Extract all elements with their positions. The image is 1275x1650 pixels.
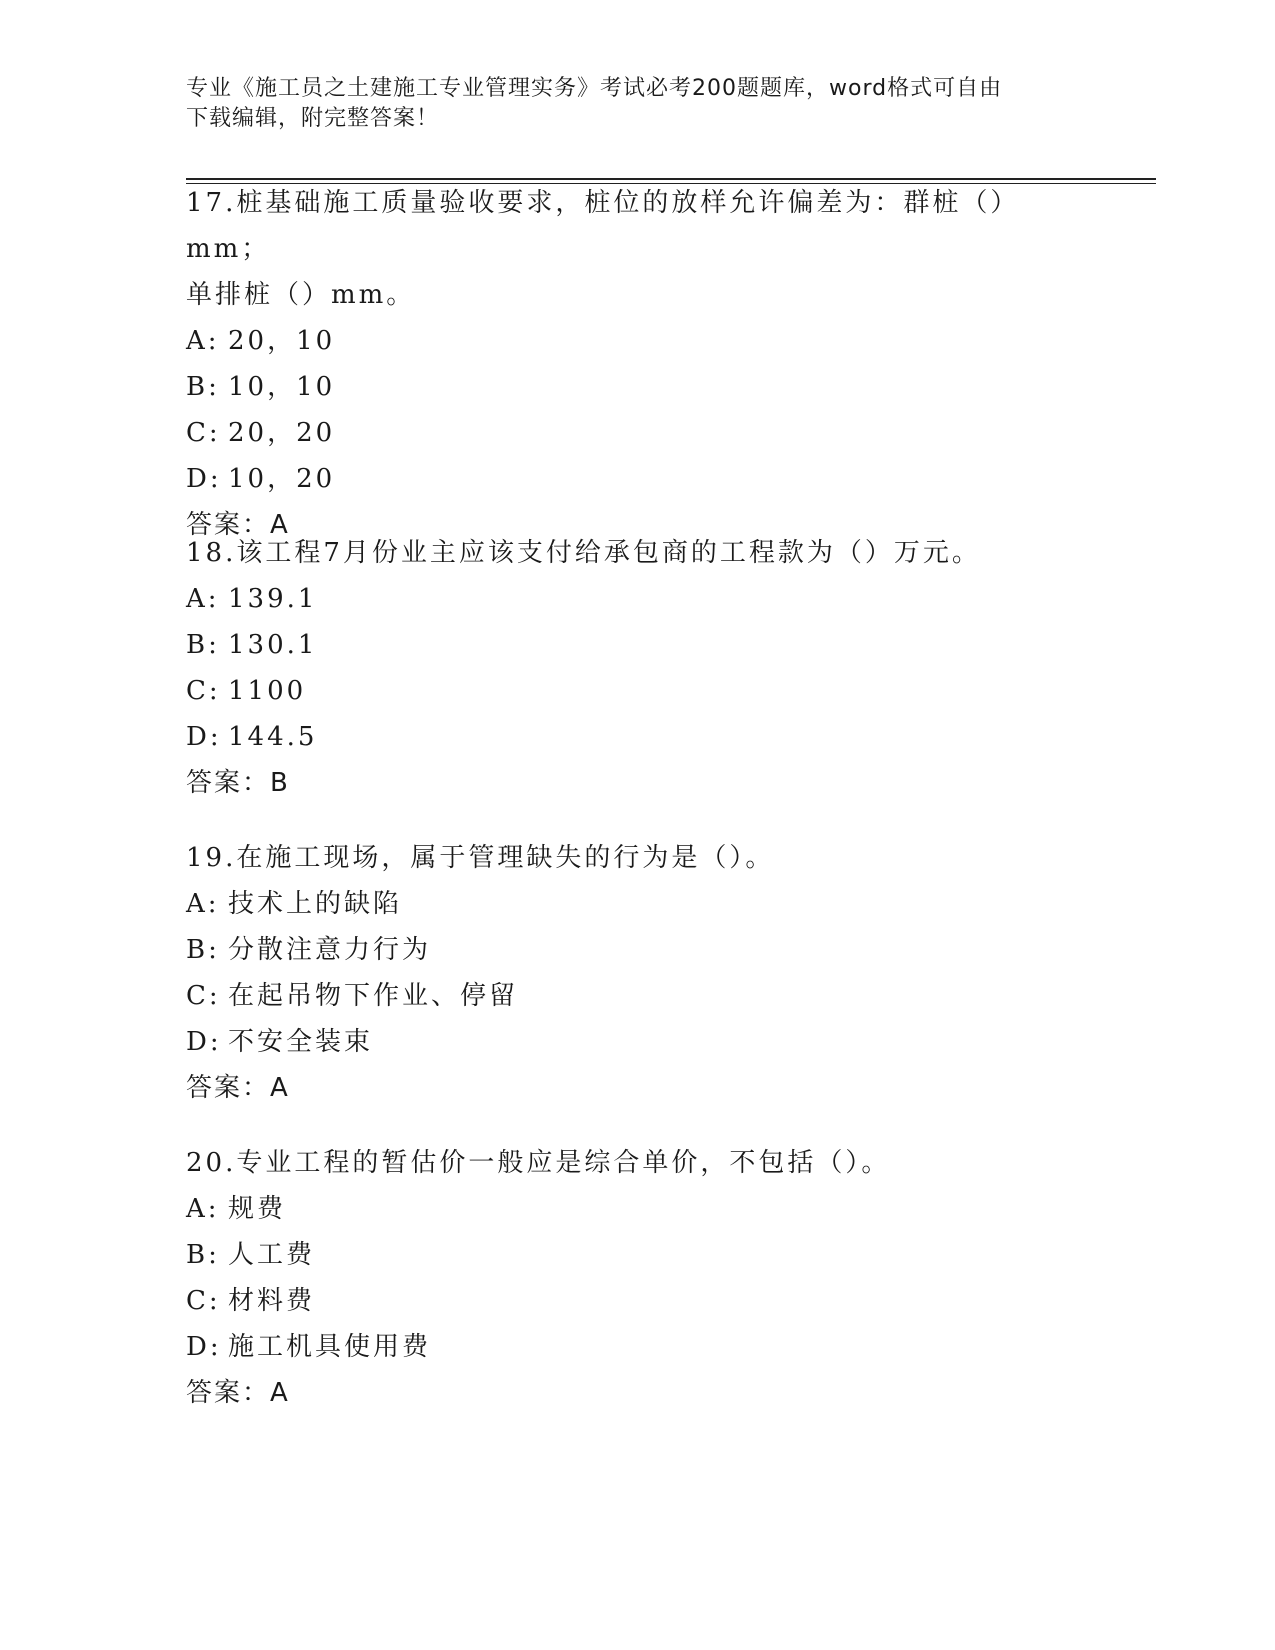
option-text: 分散注意力行为: [228, 935, 432, 965]
header-line-1: 专业《施工员之土建施工专业管理实务》考试必考200题题库，word格式可自由: [186, 76, 1003, 101]
option-text: 材料费: [228, 1286, 316, 1316]
option-b: [186, 622, 1086, 668]
option-key: C:: [186, 1286, 221, 1316]
option-text: 10，10: [228, 372, 336, 402]
option-a: [186, 881, 1086, 927]
option-text: 20，10: [228, 326, 336, 356]
option-b: [186, 927, 1086, 973]
option-key: C:: [186, 418, 221, 448]
option-key: D:: [186, 722, 222, 752]
answer-line: 答案：A: [186, 1073, 290, 1103]
option-key: A:: [186, 889, 220, 919]
question-stem: 19.在施工现场，属于管理缺失的行为是（）。: [186, 843, 775, 873]
option-key: B:: [186, 372, 220, 402]
option-key: B:: [186, 1240, 220, 1270]
option-text: 139.1: [228, 584, 318, 614]
option-b: [186, 364, 1086, 410]
question-stem: 18.该工程7月份业主应该支付给承包商的工程款为（）万元。: [186, 538, 981, 568]
question-18: [186, 530, 1086, 806]
option-a: [186, 318, 1086, 364]
option-text: 130.1: [228, 630, 318, 660]
answer-line: 答案：A: [186, 1378, 290, 1408]
option-a: [186, 1186, 1086, 1232]
option-key: A:: [186, 584, 220, 614]
question-stem-continued: 单排桩（）mm。: [186, 280, 416, 310]
option-b: [186, 1232, 1086, 1278]
option-c: [186, 668, 1086, 714]
option-text: 施工机具使用费: [228, 1332, 432, 1362]
answer-line: 答案：B: [186, 768, 290, 798]
question-19: [186, 835, 1086, 1111]
option-a: [186, 576, 1086, 622]
question-stem: 20.专业工程的暂估价一般应是综合单价，不包括（）。: [186, 1148, 891, 1178]
option-key: D:: [186, 1332, 222, 1362]
option-text: 1100: [228, 676, 307, 706]
option-key: C:: [186, 981, 221, 1011]
option-d: [186, 1019, 1086, 1065]
option-text: 20，20: [228, 418, 336, 448]
option-key: C:: [186, 676, 221, 706]
option-text: 不安全装束: [228, 1027, 374, 1057]
option-d: [186, 714, 1086, 760]
option-key: B:: [186, 630, 220, 660]
option-d: [186, 456, 1086, 502]
option-text: 在起吊物下作业、停留: [228, 981, 519, 1011]
option-text: 规费: [228, 1194, 287, 1224]
option-key: A:: [186, 326, 220, 356]
question-20: [186, 1140, 1086, 1416]
option-key: D:: [186, 1027, 222, 1057]
option-key: A:: [186, 1194, 220, 1224]
option-d: [186, 1324, 1086, 1370]
option-c: [186, 973, 1086, 1019]
option-text: 10，20: [228, 464, 336, 494]
question-17: [186, 180, 1086, 548]
option-text: 144.5: [228, 722, 318, 752]
question-stem: 17.桩基础施工质量验收要求，桩位的放样允许偏差为：群桩（）mm；: [186, 188, 1020, 264]
option-key: D:: [186, 464, 222, 494]
answer-line: 答案：A: [186, 510, 290, 540]
document-header: [186, 74, 1086, 134]
option-key: B:: [186, 935, 220, 965]
option-c: [186, 410, 1086, 456]
option-text: 技术上的缺陷: [228, 889, 403, 919]
option-text: 人工费: [228, 1240, 316, 1270]
option-c: [186, 1278, 1086, 1324]
header-line-2: 下载编辑，附完整答案！: [186, 106, 440, 131]
